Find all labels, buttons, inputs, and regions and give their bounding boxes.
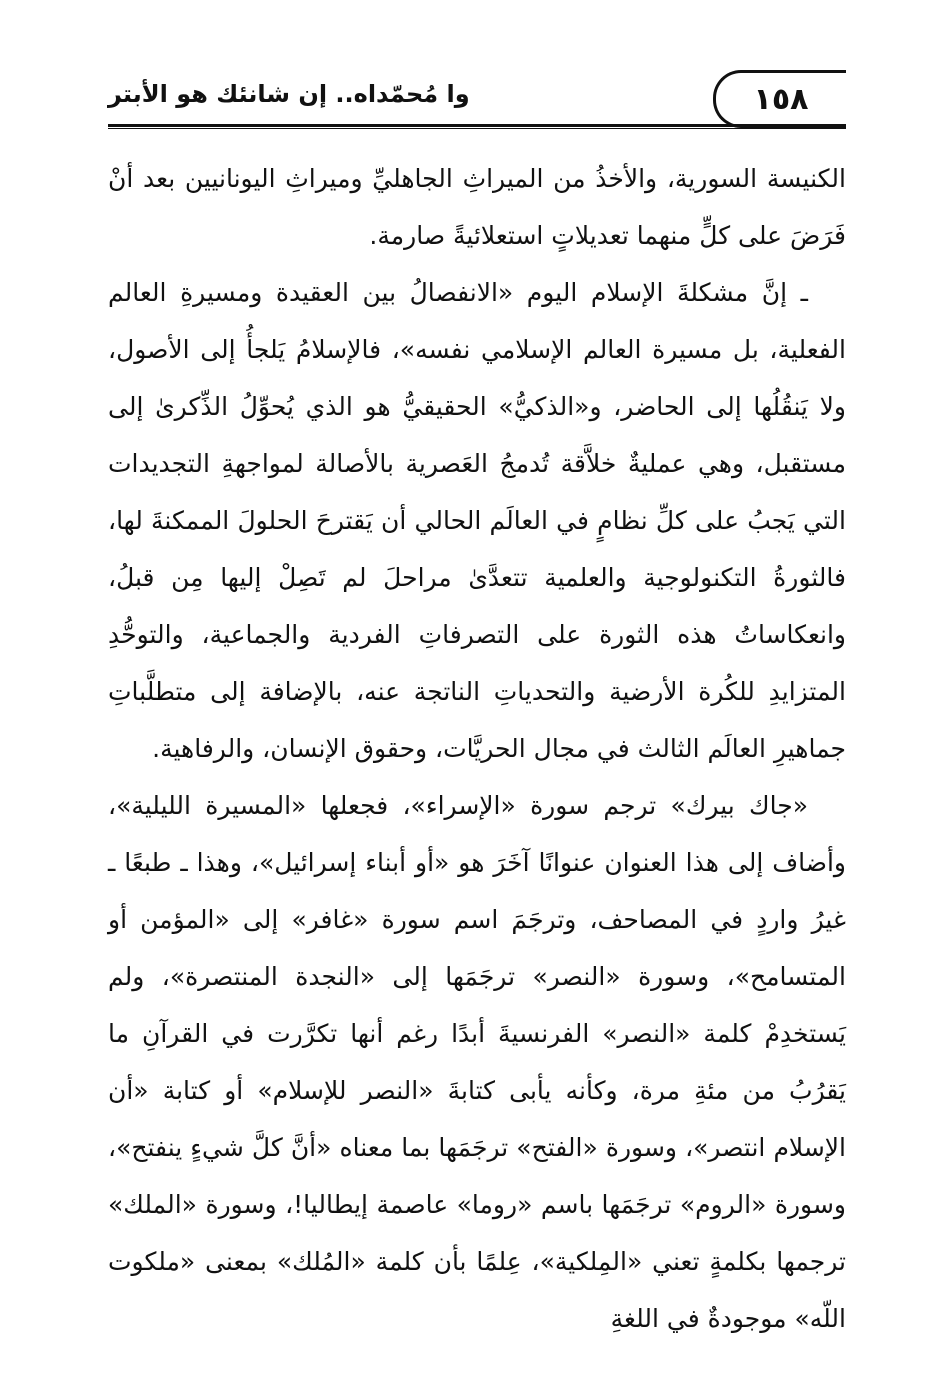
- header-rule: [108, 124, 846, 127]
- header-rule-thin: [108, 128, 846, 129]
- page-number-badge: ١٥٨: [713, 70, 846, 128]
- body-text: [108, 150, 846, 1347]
- paragraph-2: ـ إنَّ مشكلةَ الإسلام اليوم «الانفصالُ بين العقيدة ومسيرةِ العالم الفعلية، بل مسيرة العالم الإسلامي نفسه»، فالإسلامُ يَلجأُ إلى الأصول، ولا يَنقُلُها إلى الحاضر، و«الذكيُّ» الحقيقيُّ هو الذي يُحوِّلُ الذِّكرىٰ إلى مستقبل، وهي عمليةٌ خلاَّقة تُدمجُ العَصرية بالأصالة لمواجهةِ التجديدات التي يَجبُ على كلِّ نظامٍ في العالَم الحالي أن يَقترحَ الحلولَ الممكنةَ لها، فالثورةُ التكنولوجية والعلمية تتعدَّىٰ مراحلَ لم تَصِلْ إليها مِن قبلُ، وانعكاساتُ هذه الثورة على التصرفاتِ الفردية والجماعية، والتوحُّدِ المتزايدِ للكُرة الأرضية والتحدياتِ الناتجة عنه، بالإضافة إلى متطلَّباتِ جماهيرِ العالَم الثالث في مجال الحريَّات، وحقوق الإنسان، والرفاهية.: [108, 278, 846, 763]
- paragraph-3: «جاك بيرك» ترجم سورة «الإسراء»، فجعلها «المسيرة الليلية»، وأضاف إلى هذا العنوان عنوانًا آخَرَ هو «أو أبناء إسرائيل»، وهذا ـ طبعًا ـ غيرُ واردٍ في المصاحف، وترجَمَ اسم سورة «غافر» إلى «المؤمن أو المتسامح»، وسورة «النصر» ترجَمَها إلى «النجدة المنتصرة»، ولم يَستخدِمْ كلمة «النصر» الفرنسيةَ أبدًا رغم أنها تكرَّرت في القرآنِ ما يَقرُبُ من مئةِ مرة، وكأنه يأبى كتابةَ «النصر للإسلام» أو كتابة «أن الإسلام انتصر»، وسورة «الفتح» ترجَمَها بما معناه «أنَّ كلَّ شيءٍ ينفتح»، وسورة «الروم» ترجَمَها باسم «روما» عاصمة إيطاليا!، وسورة «الملك» ترجمها بكلمةٍ تعني «المِلكية»، عِلمًا بأن كلمة «المُلك» بمعنى «ملكوت اللّه» موجودةٌ في اللغةِ: [108, 791, 846, 1333]
- paragraph-1: الكنيسة السورية، والأخذُ من الميراثِ الجاهليِّ وميراثِ اليونانيين بعد أنْ فَرَضَ على كلٍّ منهما تعديلاتٍ استعلائيةً صارمة.: [108, 164, 846, 250]
- header-title: وا مُحمّداه.. إن شانئك هو الأبتر: [108, 80, 470, 108]
- running-header: [108, 70, 846, 130]
